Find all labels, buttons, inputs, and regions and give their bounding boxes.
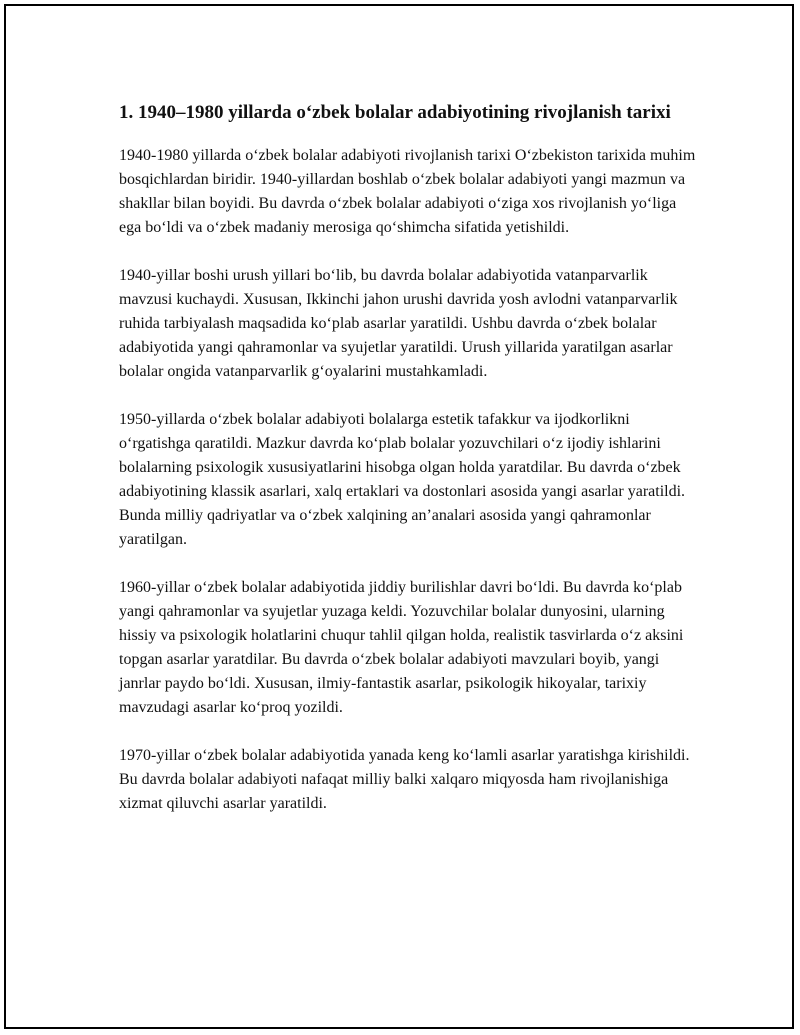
paragraph-1: 1940-1980 yillarda o‘zbek bolalar adabiyoti rivojlanish tarixi O‘zbekiston tarixida muhim bosqichlardan biridir. 1940-yillardan boshlab o‘zbek bolalar adabiyoti yangi mazmun va shakllar bilan boyidi. Bu davrda o‘zbek bolalar adabiyoti o‘ziga xos rivojlanish yo‘liga ega bo‘ldi va o‘zbek madaniy merosiga qo‘shimcha sifatida yetishildi. xyxy=(119,147,696,236)
paragraph-3: 1950-yillarda o‘zbek bolalar adabiyoti bolalarga estetik tafakkur va ijodkorlikni o‘rgatishga qaratildi. Mazkur davrda ko‘plab bolalar yozuvchilari o‘z ijodiy ishlarini bolalarning psixologik xususiyatlarini hisobga olgan holda yaratdilar. Bu davrda o‘zbek adabiyotining klassik asarlari, xalq ertaklari va dostonlari asosida yangi asarlar yaratildi. Bunda milliy qadriyatlar va o‘zbek xalqining an’analari asosida yangi qahramonlar yaratilgan. xyxy=(119,411,686,548)
paragraph-4: 1960-yillar o‘zbek bolalar adabiyotida jiddiy burilishlar davri bo‘ldi. Bu davrda ko‘plab yangi qahramonlar va syujetlar yuzaga keldi. Yozuvchilar bolalar dunyosini, ularning hissiy va psixologik holatlarini chuqur tahlil qilgan holda, realistik tasvirlarda o‘z aksini topgan asarlar yaratdilar. Bu davrda o‘zbek bolalar adabiyoti mavzulari boyib, yangi janrlar paydo bo‘ldi. Xususan, ilmiy-fantastik asarlar, psikologik hikoyalar, tarixiy mavzudagi asarlar ko‘proq yozildi. xyxy=(119,579,684,716)
page-frame xyxy=(4,4,794,1029)
document-body xyxy=(119,100,699,840)
section-title: 1. 1940–1980 yillarda o‘zbek bolalar adabiyotining rivojlanish tarixi xyxy=(119,102,671,123)
paragraph-2: 1940-yillar boshi urush yillari bo‘lib, bu davrda bolalar adabiyotida vatanparvarlik mavzusi kuchaydi. Xususan, Ikkinchi jahon urushi davrida yosh avlodni vatanparvarlik ruhida tarbiyalash maqsadida ko‘plab asarlar yaratildi. Ushbu davrda o‘zbek bolalar adabiyotida yangi qahramonlar va syujetlar yaratildi. Urush yillarida yaratilgan asarlar bolalar ongida vatanparvarlik g‘oyalarini mustahkamladi. xyxy=(119,267,678,380)
paragraph-5: 1970-yillar o‘zbek bolalar adabiyotida yanada keng ko‘lamli asarlar yaratishga kirishildi. Bu davrda bolalar adabiyoti nafaqat milliy balki xalqaro miqyosda ham rivojlanishiga xizmat qiluvchi asarlar yaratildi. xyxy=(119,747,690,812)
